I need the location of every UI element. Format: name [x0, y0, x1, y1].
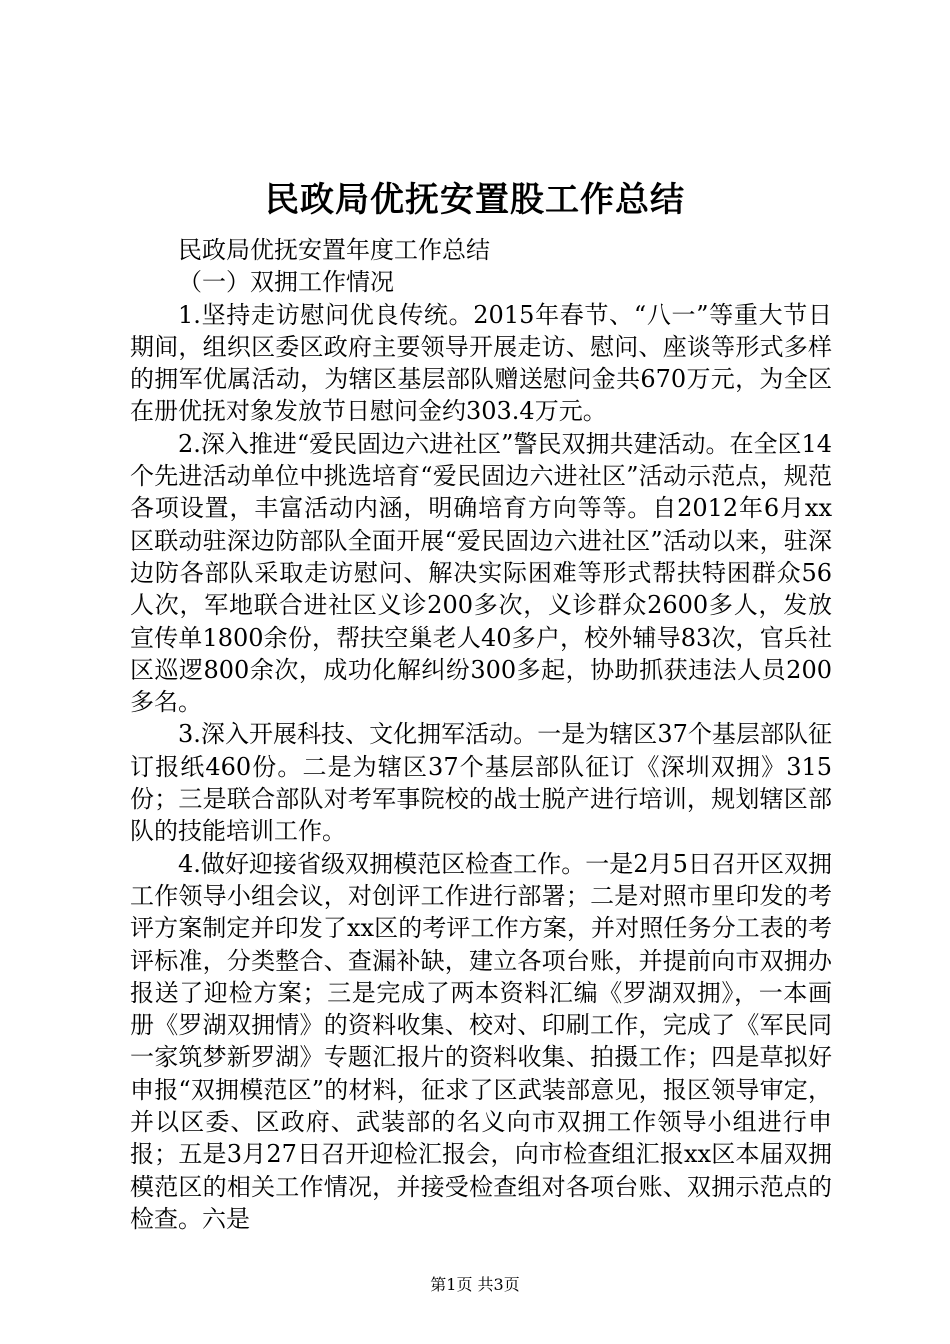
subtitle-paragraph: 民政局优抚安置年度工作总结: [178, 236, 490, 264]
paragraph-4: 4.做好迎接省级双拥模范区检查工作。一是2月5日召开区双拥工作领导小组会议，对创评工作进行部署；二是对照市里印发的考评方案制定并印发了xx区的考评工作方案，并对照任务分工表的考评标准，分类整合、查漏补缺，建立各项台账，并提前向市双拥办报送了迎检方案；三是完成了两本资料汇编《罗湖双拥》，一本画册《罗湖双拥情》的资料收集、校对、印刷工作，完成了《军民同一家筑梦新罗湖》专题汇报片的资料收集、拍摄工作；四是草拟好申报“双拥模范区”的材料，征求了区武装部意见，报区领导审定，并以区委、区政府、武装部的名义向市双拥工作领导小组进行申报；五是3月27日召开迎检汇报会，向市检查组汇报xx区本届双拥模范区的相关工作情况，并接受检查组对各项台账、双拥示范点的检查。六是: [130, 849, 832, 1233]
page-footer: 第1页 共3页: [430, 1275, 520, 1294]
document-title: 民政局优抚安置股工作总结: [265, 180, 685, 220]
paragraph-3: 3.深入开展科技、文化拥军活动。一是为辖区37个基层部队征订报纸460份。二是为辖区37个基层部队征订《深圳双拥》315份；三是联合部队对考军事院校的战士脱产进行培训，规划辖区部队的技能培训工作。: [130, 720, 832, 846]
document-body: [130, 234, 832, 1235]
paragraph-1: 1.坚持走访慰问优良传统。2015年春节、“八一”等重大节日期间，组织区委区政府主要领导开展走访、慰问、座谈等形式多样的拥军优属活动，为辖区基层部队赠送慰问金共670万元，为全区在册优抚对象发放节日慰问金约303.4万元。: [130, 300, 832, 426]
section-heading: （一）双拥工作情况: [178, 268, 394, 297]
paragraph-2: 2.深入推进“爱民固边六进社区”警民双拥共建活动。在全区14个先进活动单位中挑选培育“爱民固边六进社区”活动示范点，规范各项设置，丰富活动内涵，明确培育方向等等。自2012年6月xx区联动驻深边防部队全面开展“爱民固边六进社区”活动以来，驻深边防各部队采取走访慰问、解决实际困难等形式帮扶特困群众56人次，军地联合进社区义诊200多次，义诊群众2600多人，发放宣传单1800余份，帮扶空巢老人40多户，校外辅导83次，官兵社区巡逻800余次，成功化解纠纷300多起，协助抓获违法人员200多名。: [130, 429, 832, 717]
